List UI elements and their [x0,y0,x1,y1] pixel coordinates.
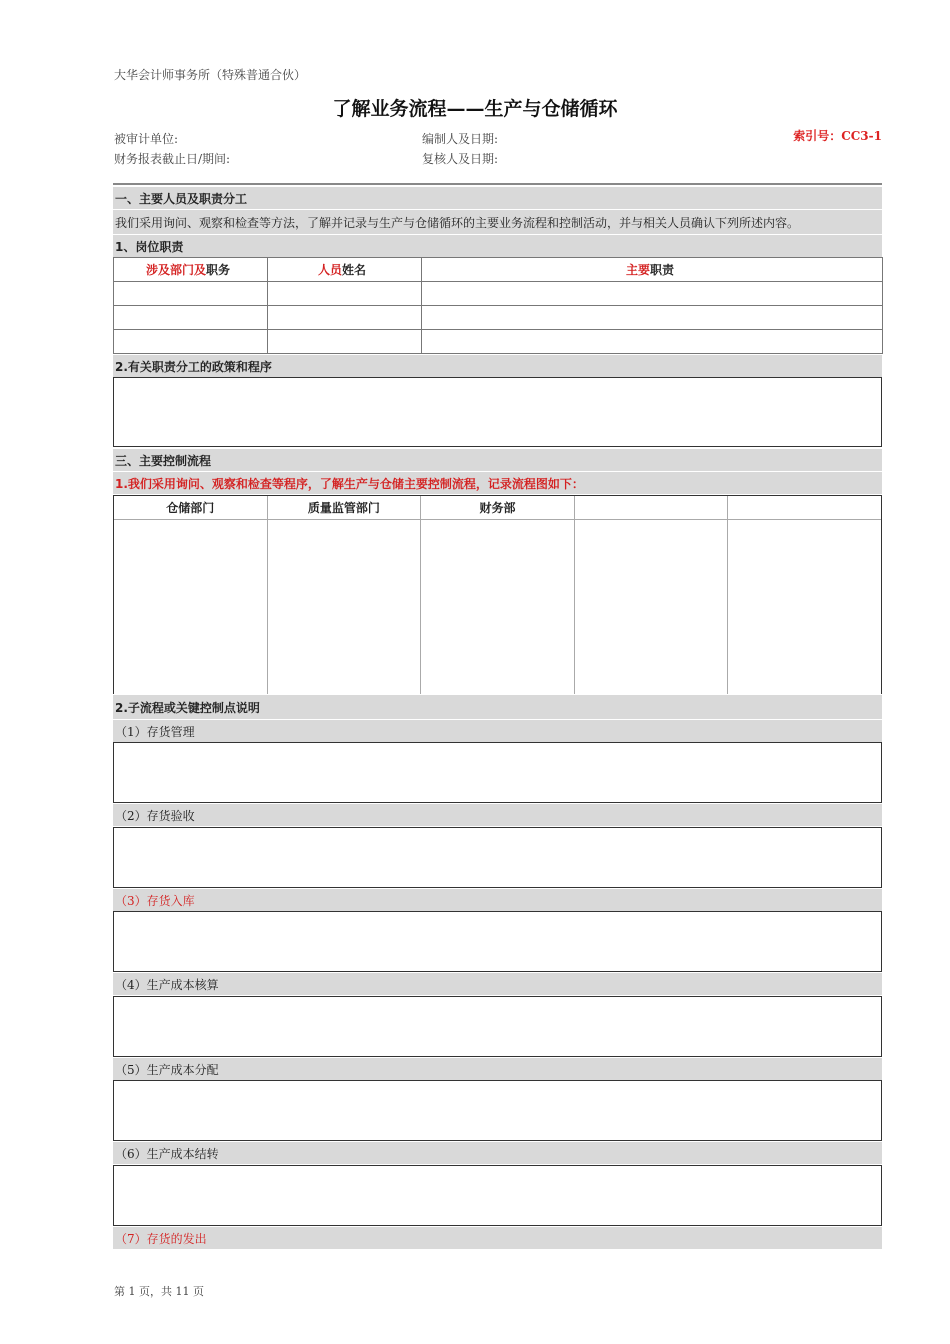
period-label: 财务报表截止日/期间: [114,152,231,166]
duties-table [113,257,883,354]
flow-column-finance[interactable]: 财务部 [421,496,575,694]
table-cell[interactable] [114,306,268,330]
item-label-cost-accounting: （4）生产成本核算 [113,973,882,995]
table-cell[interactable] [268,306,422,330]
flow-note: 1.我们采用询问、观察和检查等程序，了解生产与仓储主要控制流程，记录流程图如下： [113,472,882,494]
flow-column-warehouse[interactable]: 仓储部门 [114,496,268,694]
page-number: 第 1 页，共 11 页 [114,1285,204,1298]
item-input-box[interactable] [113,911,882,972]
header-responsibility: 主要职责 [422,258,883,282]
subheading-subprocess: 2.子流程或关键控制点说明 [113,695,882,719]
table-cell[interactable] [422,330,883,354]
section-heading-control-flow: 三、主要控制流程 [113,449,882,471]
page-title: 了解业务流程——生产与仓储循环 [332,98,618,120]
table-row [114,330,883,354]
item-input-box[interactable] [113,996,882,1057]
table-cell[interactable] [268,330,422,354]
section-heading-personnel: 一、主要人员及职责分工 [113,187,882,209]
table-cell[interactable] [422,306,883,330]
item-label-inventory-issue: （7）存货的发出 [113,1227,882,1249]
item-label-inventory-management: （1）存货管理 [113,720,882,742]
item-label-cost-transfer: （6）生产成本结转 [113,1142,882,1164]
item-label-cost-allocation: （5）生产成本分配 [113,1058,882,1080]
table-cell[interactable] [422,282,883,306]
duties-table-header [114,258,883,282]
subheading-policies: 2.有关职责分工的政策和程序 [113,355,882,377]
audited-unit-label: 被审计单位: [114,132,179,146]
item-input-box[interactable] [113,827,882,888]
table-row [114,282,883,306]
item-label-inventory-warehousing: （3）存货入库 [113,889,882,911]
table-cell[interactable] [268,282,422,306]
table-cell[interactable] [114,282,268,306]
section-intro: 我们采用询问、观察和检查等方法，了解并记录与生产与仓储循环的主要业务流程和控制活动，并与相关人员确认下列所述内容。 [113,210,882,234]
firm-name: 大华会计师事务所（特殊普通合伙） [114,68,307,82]
preparer-label: 编制人及日期: [422,132,499,146]
flow-column-blank[interactable] [575,496,729,694]
table-cell[interactable] [114,330,268,354]
index-number: 索引号：CC3-1 [793,129,882,143]
flow-column-quality[interactable]: 质量监管部门 [268,496,422,694]
header-department: 涉及部门及职务 [114,258,268,282]
reviewer-label: 复核人及日期: [422,152,499,166]
item-input-box[interactable] [113,742,882,803]
table-row [114,306,883,330]
item-input-box[interactable] [113,1080,882,1141]
flow-column-blank[interactable] [728,496,881,694]
header-person: 人员姓名 [268,258,422,282]
subheading-job-duties: 1、岗位职责 [113,235,882,257]
item-label-inventory-acceptance: （2）存货验收 [113,804,882,826]
top-divider [113,183,882,185]
flowchart-grid [113,495,882,694]
policies-input-box[interactable] [113,377,882,447]
item-input-box[interactable] [113,1165,882,1226]
